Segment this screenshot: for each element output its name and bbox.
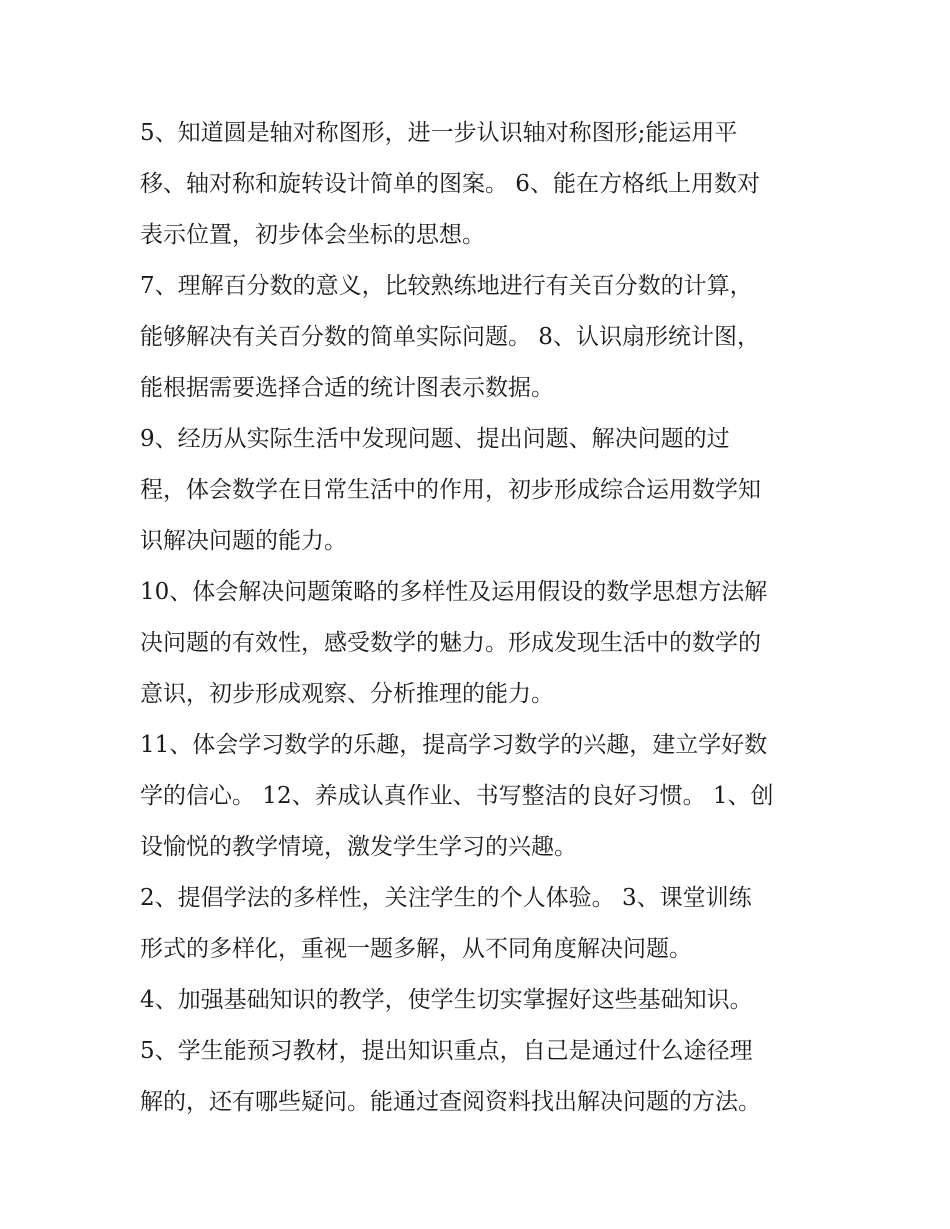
text-line: 9、经历从实际生活中发现问题、提出问题、解决问题的过 bbox=[140, 426, 730, 452]
document-body bbox=[140, 108, 830, 1128]
text-line: 解的，还有哪些疑问。能通过查阅资料找出解决问题的方法。 bbox=[140, 1089, 761, 1115]
text-line: 意识，初步形成观察、分析推理的能力。 bbox=[140, 681, 554, 707]
text-line: 10、体会解决问题策略的多样性及运用假设的数学思想方法解 bbox=[140, 579, 768, 605]
text-line: 识解决问题的能力。 bbox=[140, 528, 347, 554]
text-line: 11、体会学习数学的乐趣，提高学习数学的兴趣，建立学好数 bbox=[140, 732, 768, 758]
text-line: 移、轴对称和旋转设计简单的图案。 6、能在方格纸上用数对 bbox=[140, 171, 760, 197]
text-line: 设愉悦的教学情境，激发学生学习的兴趣。 bbox=[140, 834, 577, 860]
text-line: 形式的多样化，重视一题多解，从不同角度解决问题。 bbox=[140, 936, 692, 962]
text-line: 5、学生能预习教材，提出知识重点，自己是通过什么途径理 bbox=[140, 1038, 753, 1064]
text-line: 能根据需要选择合适的统计图表示数据。 bbox=[140, 375, 554, 401]
text-line: 学的信心。 12、养成认真作业、书写整洁的良好习惯。 1、创 bbox=[140, 783, 774, 809]
text-line: 7、理解百分数的意义，比较熟练地进行有关百分数的计算， bbox=[140, 273, 753, 299]
text-line: 表示位置，初步体会坐标的思想。 bbox=[140, 222, 485, 248]
text-line: 能够解决有关百分数的简单实际问题。 8、认识扇形统计图， bbox=[140, 324, 760, 350]
text-line: 2、提倡学法的多样性，关注学生的个人体验。 3、课堂训练 bbox=[140, 885, 752, 911]
text-line: 程，体会数学在日常生活中的作用，初步形成综合运用数学知 bbox=[140, 477, 761, 503]
text-line: 5、知道圆是轴对称图形，进一步认识轴对称图形;能运用平 bbox=[140, 120, 738, 146]
text-line: 决问题的有效性，感受数学的魅力。形成发现生活中的数学的 bbox=[140, 630, 761, 656]
text-line: 4、加强基础知识的教学，使学生切实掌握好这些基础知识。 bbox=[140, 987, 753, 1013]
